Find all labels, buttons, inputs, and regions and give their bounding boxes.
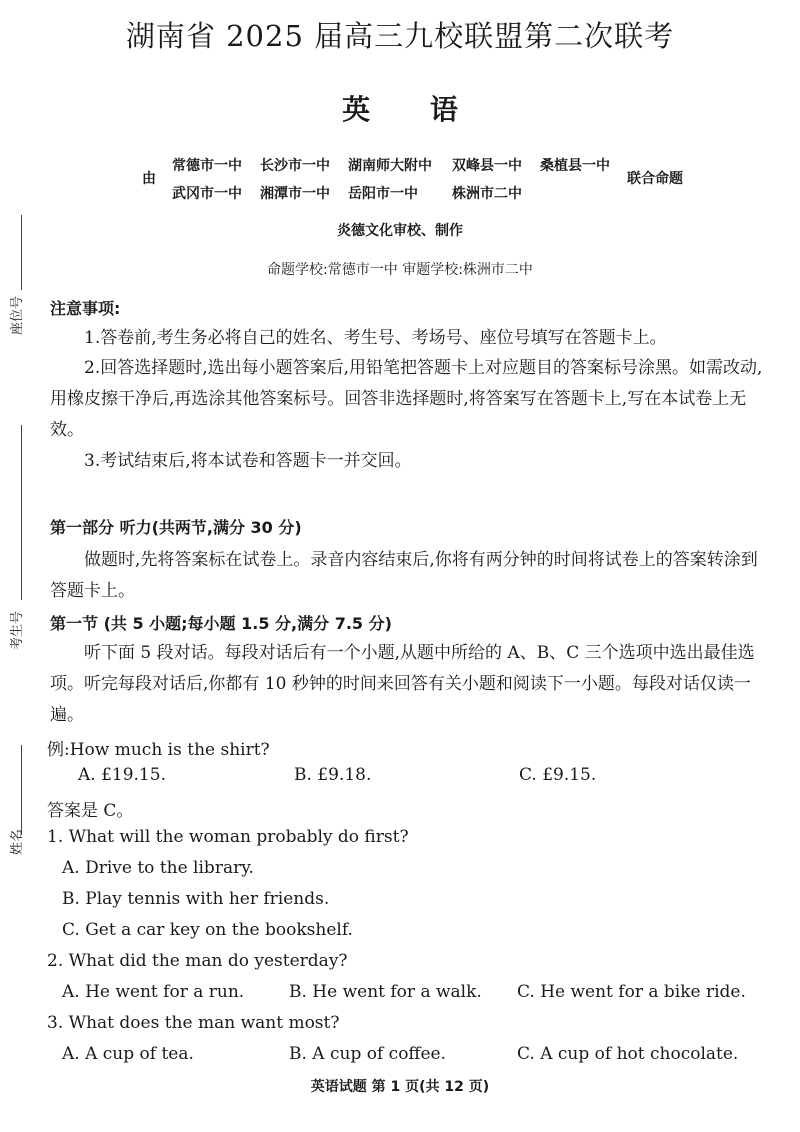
- q3-option-a: A. A cup of tea.: [62, 1044, 194, 1064]
- school-2: 长沙市一中: [260, 158, 330, 174]
- subject-title: 英 语: [342, 93, 458, 126]
- example-option-a: A. £19.15.: [78, 765, 166, 785]
- example-question: 例:How much is the shirt?: [47, 740, 270, 760]
- q2-option-a: A. He went for a run.: [62, 982, 245, 1002]
- example-answer: 答案是 C。: [47, 801, 134, 821]
- school-9: 株洲市二中: [452, 186, 522, 202]
- q2-option-c: C. He went for a bike ride.: [517, 982, 746, 1002]
- question-2: 2. What did the man do yesterday?: [47, 951, 348, 971]
- notice-item-2: 2.回答选择题时,选出每小题答案后,用铅笔把答题卡上对应题目的答案标号涂黑。如需改动,用橡皮擦干净后,再选涂其他答案标号。回答非选择题时,将答案写在答题卡上,写在本试卷上无效。: [50, 358, 763, 440]
- school-4: 双峰县一中: [452, 158, 522, 174]
- name-label: 姓名: [10, 828, 25, 855]
- q3-option-b: B. A cup of coffee.: [289, 1044, 447, 1064]
- school-8: 岳阳市一中: [348, 186, 418, 202]
- school-5: 桑植县一中: [540, 158, 610, 174]
- school-6: 武冈市一中: [172, 186, 242, 202]
- q1-option-a: A. Drive to the library.: [62, 858, 254, 878]
- schools-suffix: 联合命题: [627, 171, 683, 187]
- exam-no-line: [21, 425, 22, 600]
- school-3: 湖南师大附中: [348, 158, 432, 174]
- notice-title: 注意事项:: [50, 299, 121, 318]
- example-option-b: B. £9.18.: [294, 765, 372, 785]
- name-line: [21, 745, 22, 835]
- exam-no-label: 考生号: [10, 610, 25, 650]
- notice-item-1: 1.答卷前,考生务必将自己的姓名、考生号、考场号、座位号填写在答题卡上。: [84, 328, 667, 348]
- section1-heading: 第一节 (共 5 小题;每小题 1.5 分,满分 7.5 分): [50, 614, 392, 633]
- seat-label: 座位号: [10, 295, 25, 335]
- part1-heading: 第一部分 听力(共两节,满分 30 分): [50, 518, 302, 537]
- school-7: 湘潭市一中: [260, 186, 330, 202]
- schools-prefix: 由: [142, 171, 156, 187]
- q1-option-b: B. Play tennis with her friends.: [62, 889, 330, 909]
- proposer: 命题学校:常德市一中 审题学校:株洲市二中: [267, 262, 533, 278]
- question-1: 1. What will the woman probably do first?: [47, 827, 409, 847]
- section1-intro: 听下面 5 段对话。每段对话后有一个小题,从题中所给的 A、B、C 三个选项中选出最佳选项。听完每段对话后,你都有 10 秒钟的时间来回答有关小题和阅读下一小题。每段对话仅读一遍。: [50, 643, 755, 725]
- example-option-c: C. £9.15.: [519, 765, 597, 785]
- q3-option-c: C. A cup of hot chocolate.: [517, 1044, 739, 1064]
- part1-intro: 做题时,先将答案标在试卷上。录音内容结束后,你将有两分钟的时间将试卷上的答案转涂到答题卡上。: [50, 550, 758, 601]
- school-1: 常德市一中: [172, 158, 242, 174]
- q1-option-c: C. Get a car key on the bookshelf.: [62, 920, 353, 940]
- page-footer: 英语试题 第 1 页(共 12 页): [310, 1079, 490, 1095]
- notice-item-3: 3.考试结束后,将本试卷和答题卡一并交回。: [84, 451, 412, 471]
- page-title: 湖南省 2025 届高三九校联盟第二次联考: [125, 19, 675, 53]
- producer: 炎德文化审校、制作: [337, 223, 463, 239]
- q2-option-b: B. He went for a walk.: [289, 982, 482, 1002]
- question-3: 3. What does the man want most?: [47, 1013, 340, 1033]
